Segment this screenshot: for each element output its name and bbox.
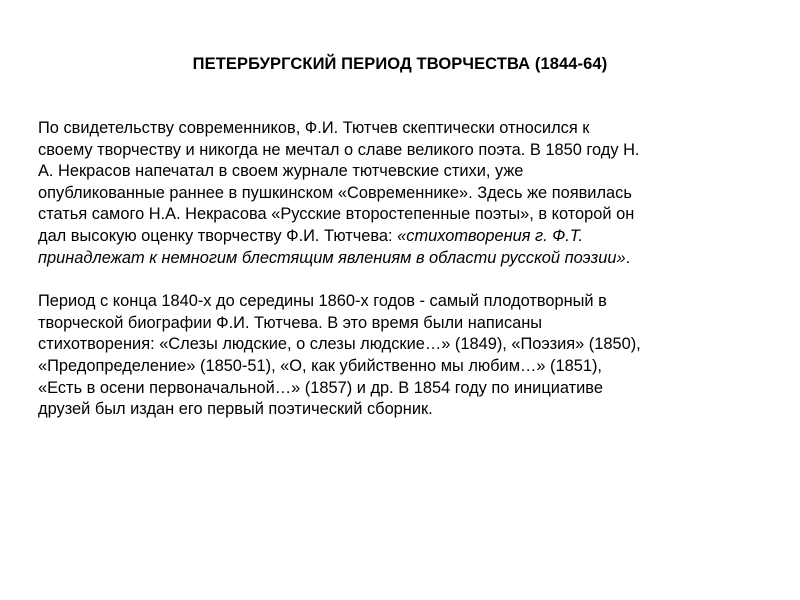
- paragraph-1: [38, 118, 778, 269]
- paragraph-1-line-6-text: дал высокую оценку творчеству Ф.И. Тютчева:: [38, 226, 398, 245]
- paragraph-1-line-2: своему творчеству и никогда не мечтал о славе великого поэта. В 1850 году Н.: [38, 140, 640, 159]
- paragraph-2-line-4: «Предопределение» (1850-51), «О, как убийственно мы любим…» (1851),: [38, 356, 602, 375]
- paragraph-2-line-5: «Есть в осени первоначальной…» (1857) и др. В 1854 году по инициативе: [38, 378, 603, 397]
- paragraph-2-line-6: друзей был издан его первый поэтический сборник.: [38, 400, 433, 419]
- paragraph-1-line-7: [38, 248, 778, 270]
- paragraph-2-line-1: Период с конца 1840-х до середины 1860-х годов - самый плодотворный в: [38, 292, 607, 311]
- paragraph-1-line-4: опубликованные раннее в пушкинском «Современнике». Здесь же появилась: [38, 183, 632, 202]
- quote-end: принадлежат к немногим блестящим явлениям в области русской поэзии»: [38, 248, 626, 267]
- paragraph-1-period: .: [625, 248, 631, 267]
- paragraph-1-line-6: [38, 226, 778, 248]
- paragraph-2: [38, 291, 778, 421]
- paragraph-2-line-2: творческой биографии Ф.И. Тютчева. В это время были написаны: [38, 313, 543, 332]
- paragraph-2-line-3: стихотворения: «Слезы людские, о слезы людские…» (1849), «Поэзия» (1850),: [38, 335, 641, 354]
- paragraph-1-line-5: статья самого Н.А. Некрасова «Русские второстепенные поэты», в которой он: [38, 205, 635, 224]
- paragraph-1-line-1: По свидетельству современников, Ф.И. Тютчев скептически относился к: [38, 119, 590, 137]
- paragraph-1-line-3: А. Некрасов напечатал в своем журнале тютчевские стихи, уже: [38, 162, 524, 181]
- quote-start: «стихотворения г. Ф.Т.: [397, 226, 583, 245]
- slide-title: ПЕТЕРБУРГСКИЙ ПЕРИОД ТВОРЧЕСТВА (1844-64): [192, 55, 608, 73]
- slide-body: [38, 118, 778, 421]
